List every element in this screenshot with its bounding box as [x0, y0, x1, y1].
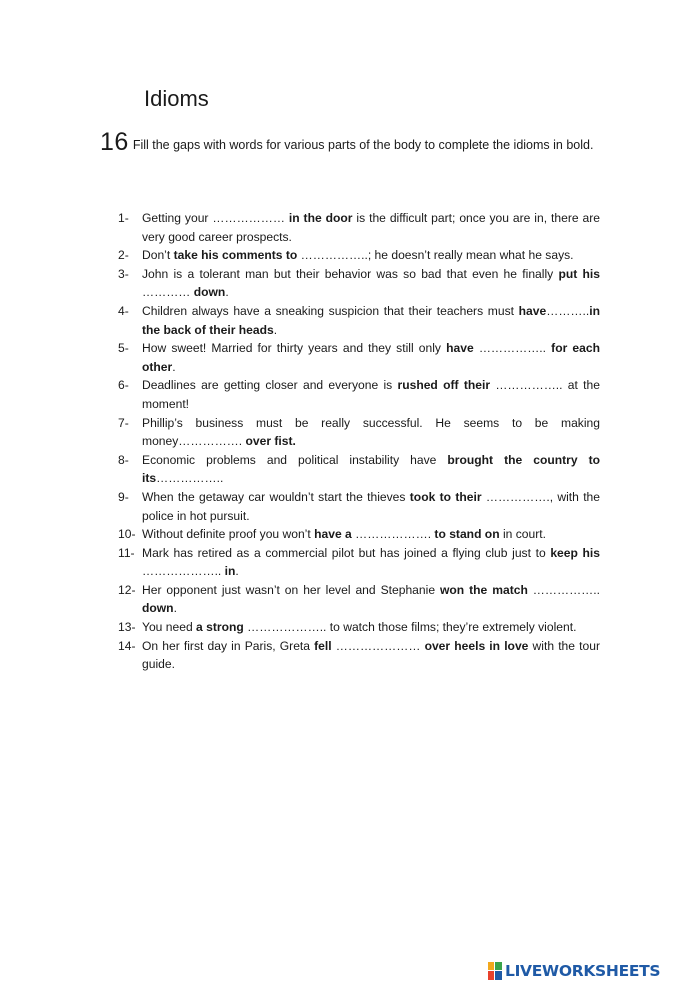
item-text: ……………., with the police in hot pursuit.: [142, 489, 601, 523]
exercise-item: [118, 209, 600, 246]
item-number: 7-: [118, 415, 129, 430]
item-number: 14-: [118, 638, 136, 653]
item-text: .: [173, 601, 177, 616]
item-text: Without definite proof you won’t: [142, 527, 315, 542]
item-text: Don’t: [142, 248, 174, 263]
item-text: ……………..: [156, 471, 224, 486]
exercise-item: [118, 544, 600, 581]
item-text: …………………: [331, 638, 425, 653]
exercise-item: [118, 525, 600, 544]
item-text: …………: [142, 285, 194, 300]
idiom-text: fell: [314, 638, 332, 653]
item-text: ……………..; he doesn’t really mean what he says.: [297, 248, 574, 263]
instructions: [100, 130, 600, 158]
idiom-text: brought the country to its: [142, 452, 600, 486]
item-text: Getting your ………………: [142, 211, 289, 225]
liveworksheets-logo: [488, 958, 660, 984]
idiom-text: to stand on: [434, 527, 500, 542]
idiom-text: take his comments to: [173, 248, 298, 263]
idiom-text: have: [518, 303, 547, 318]
item-text: .: [225, 285, 229, 300]
item-number: 5-: [118, 341, 129, 356]
item-text: Children always have a sneaking suspicion that their teachers must: [142, 303, 519, 318]
exercise-item: [118, 451, 600, 488]
exercise-item: [118, 339, 600, 376]
idiom-text: in: [224, 564, 236, 579]
item-text: ……………….: [351, 527, 435, 542]
idiom-text: put his: [558, 266, 601, 281]
item-text: ………………..: [142, 564, 225, 579]
item-text: On her first day in Paris, Greta: [142, 638, 315, 653]
item-text: with the tour guide.: [142, 638, 600, 672]
item-number: 11-: [118, 545, 135, 560]
idiom-text: over heels in love: [424, 638, 529, 653]
liveworksheets-logo-icon: [488, 962, 502, 980]
exercise-item: [118, 376, 600, 413]
exercise-item: [118, 414, 600, 451]
item-text: Mark has retired as a commercial pilot but has joined a flying club just to: [142, 545, 551, 560]
item-text: ……………….. to watch those films; they’re extremely violent.: [243, 620, 577, 635]
item-text: How sweet! Married for thirty years and they still only: [142, 341, 447, 356]
item-text: John is a tolerant man but their behavior was so bad that even he finally: [142, 266, 559, 281]
item-text: You need: [142, 620, 197, 635]
exercise-item: [118, 246, 600, 265]
item-text: Economic problems and political instability have: [142, 452, 448, 467]
item-number: 9-: [118, 489, 129, 504]
exercise-item: [118, 302, 600, 339]
exercise-list: [118, 209, 600, 674]
item-number: 1-: [118, 211, 129, 225]
idiom-text: down: [142, 601, 174, 616]
item-text: Her opponent just wasn’t on her level and Stephanie: [142, 582, 440, 597]
item-text: is the difficult part; once you are in, there are very good career prospects.: [142, 211, 600, 244]
item-text: .: [273, 322, 278, 337]
item-number: 6-: [118, 378, 129, 393]
page-title: Idioms: [144, 86, 209, 111]
item-number: 3-: [118, 266, 129, 281]
idiom-text: have a: [314, 527, 352, 542]
exercise-item: [118, 265, 600, 302]
item-text: Deadlines are getting closer and everyone is: [142, 378, 398, 393]
exercise-number: 16: [100, 128, 129, 156]
idiom-text: in the back of their heads: [142, 303, 600, 337]
item-text: .: [172, 359, 176, 374]
instruction-text: Fill the gaps with words for various parts of the body to complete the idioms in bold.: [132, 138, 594, 152]
item-text: ……………..: [473, 341, 552, 356]
item-text: ………..: [546, 303, 590, 318]
exercise-item: [118, 637, 600, 674]
item-text: Phillip’s business must be really successful. He seems to be making money…………….: [142, 415, 600, 449]
exercise-item: [118, 488, 600, 525]
item-number: 8-: [118, 452, 129, 467]
item-text: in court.: [499, 527, 546, 542]
idiom-text: keep his: [550, 545, 601, 560]
idiom-text: won the match: [440, 582, 528, 597]
idiom-text: down: [193, 285, 226, 300]
item-number: 12-: [118, 582, 136, 597]
idiom-text: rushed off their: [397, 378, 491, 393]
idiom-text: for each other: [142, 341, 600, 374]
idiom-text: took to their: [409, 489, 482, 504]
item-number: 13-: [118, 620, 136, 635]
item-text: .: [235, 564, 239, 579]
liveworksheets-logo-text: LIVEWORKSHEETS: [505, 962, 661, 980]
exercise-item: [118, 618, 600, 637]
idiom-text: over fist.: [245, 434, 296, 449]
item-number: 10-: [118, 527, 136, 542]
item-number: 4-: [118, 303, 129, 318]
item-number: 2-: [118, 248, 129, 263]
item-text: When the getaway car wouldn’t start the thieves: [142, 489, 410, 504]
idiom-text: have: [446, 341, 474, 356]
idiom-text: in the door: [288, 211, 353, 225]
idiom-text: a strong: [196, 620, 244, 635]
exercise-item: [118, 581, 600, 618]
item-text: ……………..: [527, 582, 600, 597]
item-text: …………….. at the moment!: [142, 378, 600, 411]
